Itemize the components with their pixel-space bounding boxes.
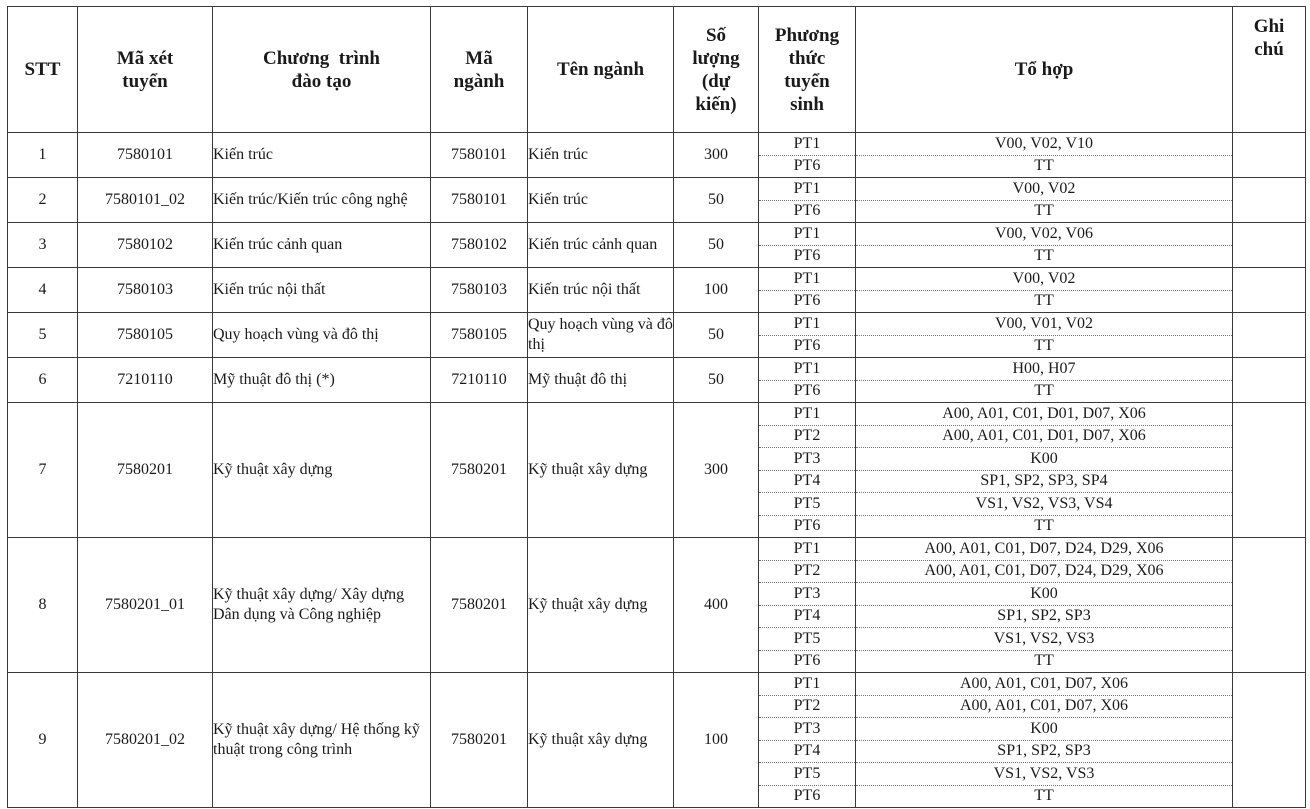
cell-to-hop: V00, V02, V06: [856, 223, 1233, 246]
cell-chuong-trinh: Kiến trúc/Kiến trúc công nghệ: [213, 178, 431, 223]
table-row: [8, 313, 1306, 336]
cell-chuong-trinh: Kiến trúc cảnh quan: [213, 223, 431, 268]
cell-stt: 1: [8, 133, 78, 178]
header-phuong-thuc-label: Phương thức tuyển sinh: [774, 24, 840, 115]
cell-ma-nganh: 7580201: [431, 538, 528, 673]
cell-phuong-thuc: PT2: [759, 560, 856, 583]
header-ma-nganh-label: Mã ngành: [453, 47, 505, 92]
cell-to-hop: TT: [856, 290, 1233, 313]
cell-ma-xet-tuyen: 7580101: [78, 133, 213, 178]
cell-phuong-thuc: PT3: [759, 583, 856, 606]
cell-to-hop: TT: [856, 155, 1233, 178]
cell-ma-nganh: 7580201: [431, 403, 528, 538]
cell-ma-nganh: 7580102: [431, 223, 528, 268]
cell-to-hop: V00, V02: [856, 268, 1233, 291]
cell-ten-nganh: Kiến trúc: [528, 178, 674, 223]
table-row: [8, 133, 1306, 156]
cell-to-hop: A00, A01, C01, D07, D24, D29, X06: [856, 538, 1233, 561]
cell-phuong-thuc: PT5: [759, 628, 856, 651]
cell-chuong-trinh: Mỹ thuật đô thị (*): [213, 358, 431, 403]
cell-phuong-thuc: PT1: [759, 673, 856, 696]
header-ghi-chu-label: Ghi chú: [1253, 16, 1285, 60]
cell-ma-nganh: 7580103: [431, 268, 528, 313]
cell-stt: 6: [8, 358, 78, 403]
cell-to-hop: K00: [856, 448, 1233, 471]
cell-ten-nganh: Kiến trúc nội thất: [528, 268, 674, 313]
cell-ten-nganh: Mỹ thuật đô thị: [528, 358, 674, 403]
header-to-hop: Tổ hợp: [856, 7, 1233, 133]
cell-chuong-trinh: Kỹ thuật xây dựng/ Xây dựng Dân dụng và Công nghiệp: [213, 538, 431, 673]
cell-ma-nganh: 7580101: [431, 178, 528, 223]
cell-phuong-thuc: PT5: [759, 493, 856, 516]
table-row: [8, 403, 1306, 426]
cell-to-hop: TT: [856, 245, 1233, 268]
cell-to-hop: SP1, SP2, SP3: [856, 605, 1233, 628]
header-so-luong: [674, 7, 759, 133]
cell-to-hop: TT: [856, 380, 1233, 403]
cell-to-hop: V00, V02: [856, 178, 1233, 201]
cell-to-hop: A00, A01, C01, D07, X06: [856, 673, 1233, 696]
cell-to-hop: TT: [856, 650, 1233, 673]
cell-ghi-chu: [1233, 268, 1306, 313]
table-row: [8, 178, 1306, 201]
cell-to-hop: V00, V01, V02: [856, 313, 1233, 336]
table-row: [8, 538, 1306, 561]
cell-phuong-thuc: PT1: [759, 538, 856, 561]
cell-to-hop: VS1, VS2, VS3: [856, 628, 1233, 651]
cell-stt: 3: [8, 223, 78, 268]
header-chuong-trinh-label: Chương trình đào tạo: [263, 47, 385, 92]
cell-to-hop: VS1, VS2, VS3: [856, 763, 1233, 786]
cell-stt: 9: [8, 673, 78, 808]
cell-so-luong: 50: [674, 358, 759, 403]
cell-so-luong: 50: [674, 313, 759, 358]
cell-to-hop: K00: [856, 583, 1233, 606]
cell-chuong-trinh: Kỹ thuật xây dựng/ Hệ thống kỹ thuật trong công trình: [213, 673, 431, 808]
cell-phuong-thuc: PT4: [759, 605, 856, 628]
cell-ma-xet-tuyen: 7580201_01: [78, 538, 213, 673]
cell-phuong-thuc: PT1: [759, 403, 856, 426]
cell-ma-xet-tuyen: 7580201: [78, 403, 213, 538]
cell-phuong-thuc: PT2: [759, 695, 856, 718]
cell-phuong-thuc: PT1: [759, 268, 856, 291]
cell-so-luong: 50: [674, 223, 759, 268]
cell-phuong-thuc: PT3: [759, 448, 856, 471]
cell-ghi-chu: [1233, 178, 1306, 223]
cell-ma-xet-tuyen: 7580101_02: [78, 178, 213, 223]
cell-ghi-chu: [1233, 538, 1306, 673]
cell-ten-nganh: Kiến trúc: [528, 133, 674, 178]
cell-ma-xet-tuyen: 7580105: [78, 313, 213, 358]
cell-ghi-chu: [1233, 133, 1306, 178]
cell-to-hop: TT: [856, 785, 1233, 808]
cell-phuong-thuc: PT1: [759, 313, 856, 336]
cell-to-hop: SP1, SP2, SP3: [856, 740, 1233, 763]
table-body: [8, 133, 1306, 808]
cell-chuong-trinh: Kiến trúc nội thất: [213, 268, 431, 313]
header-row: [8, 7, 1306, 133]
cell-phuong-thuc: PT6: [759, 155, 856, 178]
cell-so-luong: 50: [674, 178, 759, 223]
table-row: [8, 223, 1306, 246]
header-stt: STT: [8, 7, 78, 133]
cell-phuong-thuc: PT1: [759, 133, 856, 156]
admissions-table: [7, 6, 1306, 808]
cell-ten-nganh: Kỹ thuật xây dựng: [528, 673, 674, 808]
cell-ten-nganh: Kỹ thuật xây dựng: [528, 538, 674, 673]
header-ma-xet-tuyen-label: Mã xét tuyển: [116, 47, 174, 92]
cell-ma-xet-tuyen: 7210110: [78, 358, 213, 403]
cell-ghi-chu: [1233, 223, 1306, 268]
cell-phuong-thuc: PT6: [759, 515, 856, 538]
cell-phuong-thuc: PT4: [759, 740, 856, 763]
cell-so-luong: 300: [674, 133, 759, 178]
cell-phuong-thuc: PT6: [759, 245, 856, 268]
table-row: [8, 358, 1306, 381]
cell-phuong-thuc: PT3: [759, 718, 856, 741]
cell-stt: 7: [8, 403, 78, 538]
cell-to-hop: A00, A01, C01, D01, D07, X06: [856, 425, 1233, 448]
header-ghi-chu: [1233, 7, 1306, 133]
cell-ten-nganh: Kiến trúc cảnh quan: [528, 223, 674, 268]
header-phuong-thuc: [759, 7, 856, 133]
cell-ghi-chu: [1233, 403, 1306, 538]
cell-so-luong: 300: [674, 403, 759, 538]
cell-phuong-thuc: PT2: [759, 425, 856, 448]
cell-to-hop: A00, A01, C01, D01, D07, X06: [856, 403, 1233, 426]
cell-phuong-thuc: PT6: [759, 290, 856, 313]
cell-phuong-thuc: PT6: [759, 200, 856, 223]
cell-so-luong: 400: [674, 538, 759, 673]
cell-to-hop: VS1, VS2, VS3, VS4: [856, 493, 1233, 516]
cell-stt: 5: [8, 313, 78, 358]
table-row: [8, 673, 1306, 696]
cell-ma-nganh: 7580105: [431, 313, 528, 358]
cell-to-hop: TT: [856, 515, 1233, 538]
cell-ghi-chu: [1233, 673, 1306, 808]
cell-to-hop: A00, A01, C01, D07, X06: [856, 695, 1233, 718]
cell-ma-nganh: 7580201: [431, 673, 528, 808]
cell-phuong-thuc: PT6: [759, 380, 856, 403]
cell-to-hop: V00, V02, V10: [856, 133, 1233, 156]
cell-to-hop: TT: [856, 335, 1233, 358]
cell-to-hop: SP1, SP2, SP3, SP4: [856, 470, 1233, 493]
cell-ghi-chu: [1233, 358, 1306, 403]
cell-phuong-thuc: PT6: [759, 650, 856, 673]
cell-to-hop: A00, A01, C01, D07, D24, D29, X06: [856, 560, 1233, 583]
cell-to-hop: H00, H07: [856, 358, 1233, 381]
table-row: [8, 268, 1306, 291]
cell-chuong-trinh: Kỹ thuật xây dựng: [213, 403, 431, 538]
cell-phuong-thuc: PT1: [759, 223, 856, 246]
cell-ma-nganh: 7210110: [431, 358, 528, 403]
cell-phuong-thuc: PT6: [759, 785, 856, 808]
header-ma-xet-tuyen: [78, 7, 213, 133]
cell-to-hop: TT: [856, 200, 1233, 223]
cell-ma-xet-tuyen: 7580103: [78, 268, 213, 313]
cell-so-luong: 100: [674, 673, 759, 808]
cell-ten-nganh: Kỹ thuật xây dựng: [528, 403, 674, 538]
cell-ma-xet-tuyen: 7580201_02: [78, 673, 213, 808]
cell-stt: 8: [8, 538, 78, 673]
cell-ma-nganh: 7580101: [431, 133, 528, 178]
cell-phuong-thuc: PT1: [759, 358, 856, 381]
cell-to-hop: K00: [856, 718, 1233, 741]
cell-chuong-trinh: Kiến trúc: [213, 133, 431, 178]
cell-phuong-thuc: PT1: [759, 178, 856, 201]
cell-ma-xet-tuyen: 7580102: [78, 223, 213, 268]
cell-phuong-thuc: PT5: [759, 763, 856, 786]
cell-ghi-chu: [1233, 313, 1306, 358]
header-ma-nganh: [431, 7, 528, 133]
cell-chuong-trinh: Quy hoạch vùng và đô thị: [213, 313, 431, 358]
header-ten-nganh: Tên ngành: [528, 7, 674, 133]
header-chuong-trinh: [213, 7, 431, 133]
cell-stt: 4: [8, 268, 78, 313]
cell-ten-nganh: Quy hoạch vùng và đô thị: [528, 313, 674, 358]
cell-phuong-thuc: PT4: [759, 470, 856, 493]
cell-so-luong: 100: [674, 268, 759, 313]
cell-stt: 2: [8, 178, 78, 223]
cell-phuong-thuc: PT6: [759, 335, 856, 358]
header-so-luong-label: Số lượng (dự kiến): [692, 24, 740, 115]
